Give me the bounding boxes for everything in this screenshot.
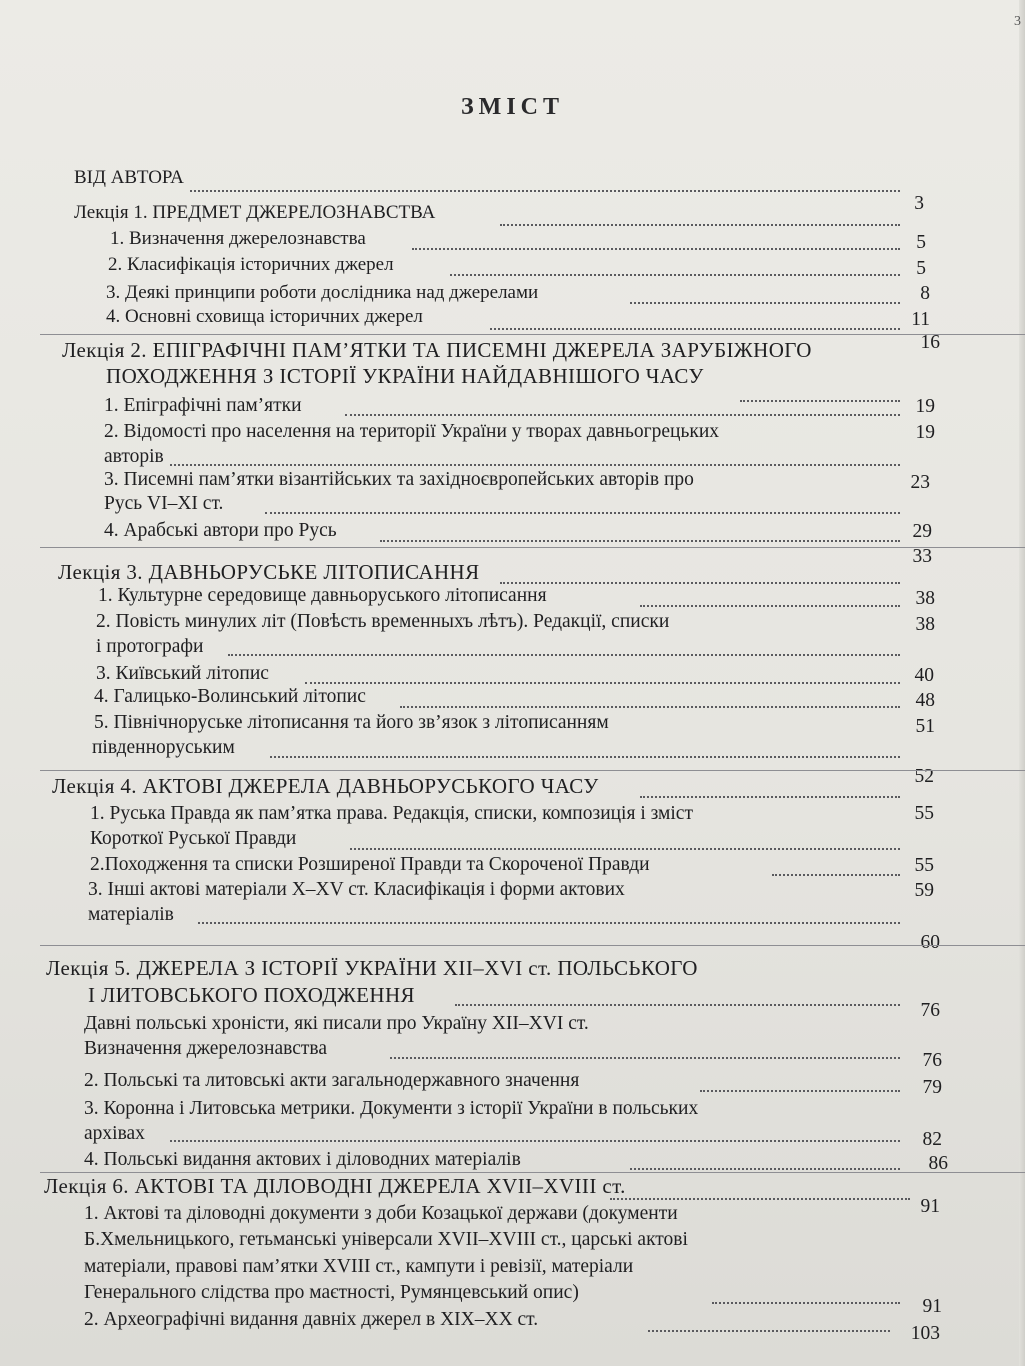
toc-l4-3-label-line1: 3. Інші актові матеріали X–XV ст. Класифікація і форми актових — [88, 879, 625, 900]
leader-dots — [630, 1168, 900, 1170]
toc-l3-3-page: 48 — [915, 690, 935, 711]
leader-dots — [640, 796, 900, 798]
toc-l3-2-label-line2: і протографи — [96, 636, 204, 657]
toc-l3-1-page: 38 — [915, 614, 935, 635]
toc-l4-1-page: 55 — [914, 855, 934, 876]
section-divider — [40, 334, 1025, 335]
section-divider — [40, 1172, 1025, 1173]
toc-l4-2-label: 2.Походження та списки Розширеної Правди та Скороченої Правди — [90, 854, 650, 875]
corner-page-mark: 3 — [1014, 14, 1021, 29]
leader-dots — [380, 540, 900, 542]
leader-dots — [305, 682, 900, 684]
leader-dots — [265, 512, 900, 514]
toc-lecture-2-label-line1: Лекція 2. ЕПІГРАФІЧНІ ПАМ’ЯТКИ ТА ПИСЕМНІ ДЖЕРЕЛА ЗАРУБІЖНОГО — [62, 338, 812, 362]
toc-l6-2-page: 103 — [910, 1323, 940, 1344]
toc-l1-2-page: 8 — [920, 283, 930, 304]
leader-dots — [270, 756, 900, 758]
toc-l5-3-label-line1: 3. Коронна і Литовська метрики. Документи з історії України в польських — [84, 1098, 699, 1119]
section-divider — [40, 945, 1025, 946]
toc-l3-1-label: 1. Культурне середовище давньоруського літописання — [98, 585, 547, 606]
toc-lecture-3-label: Лекція 3. ДАВНЬОРУСЬКЕ ЛІТОПИСАННЯ — [58, 560, 480, 584]
toc-lecture-4-label: Лекція 4. АКТОВІ ДЖЕРЕЛА ДАВНЬОРУСЬКОГО ЧАСУ — [52, 774, 599, 798]
leader-dots — [740, 400, 900, 402]
toc-lecture-1-label: Лекція 1. ПРЕДМЕТ ДЖЕРЕЛОЗНАВСТВА — [74, 202, 436, 223]
toc-l3-2-label-line1: 2. Повість минулих літ (Повѣсть временныхъ лѣтъ). Редакції, списки — [96, 611, 670, 632]
toc-l3-3-label: 3. Київський літопис — [96, 663, 269, 684]
toc-l5-2-page: 79 — [922, 1077, 942, 1098]
toc-l2-4-label: 4. Арабські автори про Русь — [104, 520, 337, 541]
toc-l5-4-page: 86 — [928, 1153, 948, 1174]
leader-dots — [412, 248, 900, 250]
toc-l4-1-label-line2: Короткої Руської Правди — [90, 828, 297, 849]
leader-dots — [648, 1330, 890, 1332]
leader-dots — [170, 1140, 900, 1142]
toc-l5-1-page: 76 — [922, 1050, 942, 1071]
toc-l3-5-label-line1: 5. Північноруське літописання та його зв’язок з літописанням — [94, 712, 609, 733]
section-divider — [40, 547, 1025, 548]
toc-lecture-5-page: 76 — [920, 1000, 940, 1021]
toc-l2-3-label-line2: Русь VI–XI ст. — [104, 493, 224, 514]
toc-lecture-4-page: 55 — [914, 803, 934, 824]
toc-lecture-3-page: 38 — [915, 588, 935, 609]
toc-l5-4-label: 4. Польські видання актових і діловодних матеріалів — [84, 1149, 521, 1170]
leader-dots — [228, 654, 900, 656]
toc-l2-3-page: 29 — [912, 521, 932, 542]
toc-vid-avtora-page: 3 — [914, 193, 924, 214]
leader-dots — [500, 224, 900, 226]
toc-l5-2-label: 2. Польські та литовські акти загальнодержавного значення — [84, 1070, 580, 1091]
toc-l2-2-label-line1: 2. Відомості про населення на території України у творах давньогрецьких — [104, 421, 720, 442]
leader-dots — [700, 1090, 900, 1092]
toc-l4-1-label-line1: 1. Руська Правда як пам’ятка права. Редакція, списки, композиція і зміст — [90, 803, 693, 824]
leader-dots — [500, 582, 900, 584]
toc-l4-3-page: 60 — [920, 932, 940, 953]
leader-dots — [190, 190, 900, 192]
toc-l3-5-page: 52 — [914, 766, 934, 787]
toc-l6-2-label: 2. Археографічні видання давніх джерел в XIX–XX ст. — [84, 1309, 539, 1330]
leader-dots — [640, 605, 900, 607]
toc-l6-1-label-line2: Б.Хмельницького, гетьманські універсали XVII–XVIII ст., царські актові — [84, 1229, 688, 1250]
toc-lecture-6-page: 91 — [920, 1196, 940, 1217]
toc-l1-4-label: 4. Основні сховища історичних джерел — [106, 306, 423, 327]
toc-l3-4-page: 51 — [915, 716, 935, 737]
toc-l1-1-label: 1. Визначення джерелознавства — [110, 228, 366, 249]
toc-vid-avtora-label: ВІД АВТОРА — [74, 167, 184, 188]
leader-dots — [490, 328, 900, 330]
leader-dots — [630, 302, 900, 304]
toc-lecture-2-page: 19 — [915, 396, 935, 417]
section-divider — [40, 770, 1025, 771]
toc-l1-2-label: 2. Класифікація історичних джерел — [108, 254, 394, 275]
toc-lecture-1-page: 5 — [916, 232, 926, 253]
toc-l3-5-label-line2: південноруським — [92, 737, 235, 758]
leader-dots — [345, 414, 900, 416]
toc-l5-1-label-line2: Визначення джерелознавства — [84, 1038, 327, 1059]
leader-dots — [170, 464, 900, 466]
toc-l6-1-label-line3: матеріали, правові пам’ятки XVIII ст., кампути і ревізії, матеріали — [84, 1256, 634, 1277]
toc-l1-1-page: 5 — [916, 258, 926, 279]
leader-dots — [450, 274, 900, 276]
leader-dots — [455, 1004, 900, 1006]
toc-lecture-6-label: Лекція 6. АКТОВІ ТА ДІЛОВОДНІ ДЖЕРЕЛА XVII–XVIII ст. — [44, 1174, 626, 1198]
toc-l6-1-page: 91 — [922, 1296, 942, 1317]
toc-l5-3-page: 82 — [922, 1129, 942, 1150]
toc-l2-2-page: 23 — [910, 472, 930, 493]
toc-l2-2-label-line2: авторів — [104, 446, 164, 467]
leader-dots — [610, 1198, 910, 1200]
toc-l1-3-label: 3. Деякі принципи роботи дослідника над джерелами — [106, 282, 539, 303]
page-fold-shadow — [1019, 0, 1025, 1366]
toc-lecture-2-label-line2: ПОХОДЖЕННЯ З ІСТОРІЇ УКРАЇНИ НАЙДАВНІШОГО ЧАСУ — [106, 364, 704, 388]
toc-l2-4-page: 33 — [912, 546, 932, 567]
toc-l4-3-label-line2: матеріалів — [88, 904, 174, 925]
leader-dots — [390, 1057, 900, 1059]
toc-l5-3-label-line2: архівах — [84, 1123, 145, 1144]
leader-dots — [400, 706, 900, 708]
toc-l3-4-label: 4. Галицько-Волинський літопис — [94, 686, 366, 707]
page-title: ЗМІСТ — [461, 94, 564, 120]
toc-l6-1-label-line1: 1. Актові та діловодні документи з доби Козацької держави (документи — [84, 1203, 678, 1224]
toc-lecture-5-label-line2: І ЛИТОВСЬКОГО ПОХОДЖЕННЯ — [88, 983, 415, 1007]
toc-l2-1-label: 1. Епіграфічні пам’ятки — [104, 395, 302, 416]
toc-l6-1-label-line4: Генерального слідства про маєтності, Румянцевський опис) — [84, 1282, 579, 1303]
toc-lecture-5-label-line1: Лекція 5. ДЖЕРЕЛА З ІСТОРІЇ УКРАЇНИ XII–XVI ст. ПОЛЬСЬКОГО — [46, 956, 698, 980]
toc-l5-1-label-line1: Давні польські хроністи, які писали про Україну XII–XVI ст. — [84, 1013, 589, 1034]
toc-l2-3-label-line1: 3. Писемні пам’ятки візантійських та західноєвропейських авторів про — [104, 469, 694, 490]
leader-dots — [772, 874, 900, 876]
leader-dots — [712, 1302, 900, 1304]
leader-dots — [198, 922, 900, 924]
toc-l3-2-page: 40 — [914, 665, 934, 686]
toc-l1-4-page: 16 — [920, 332, 940, 353]
toc-l4-2-page: 59 — [914, 880, 934, 901]
toc-l2-1-page: 19 — [915, 422, 935, 443]
toc-l1-3-page: 11 — [911, 309, 930, 330]
leader-dots — [350, 848, 900, 850]
